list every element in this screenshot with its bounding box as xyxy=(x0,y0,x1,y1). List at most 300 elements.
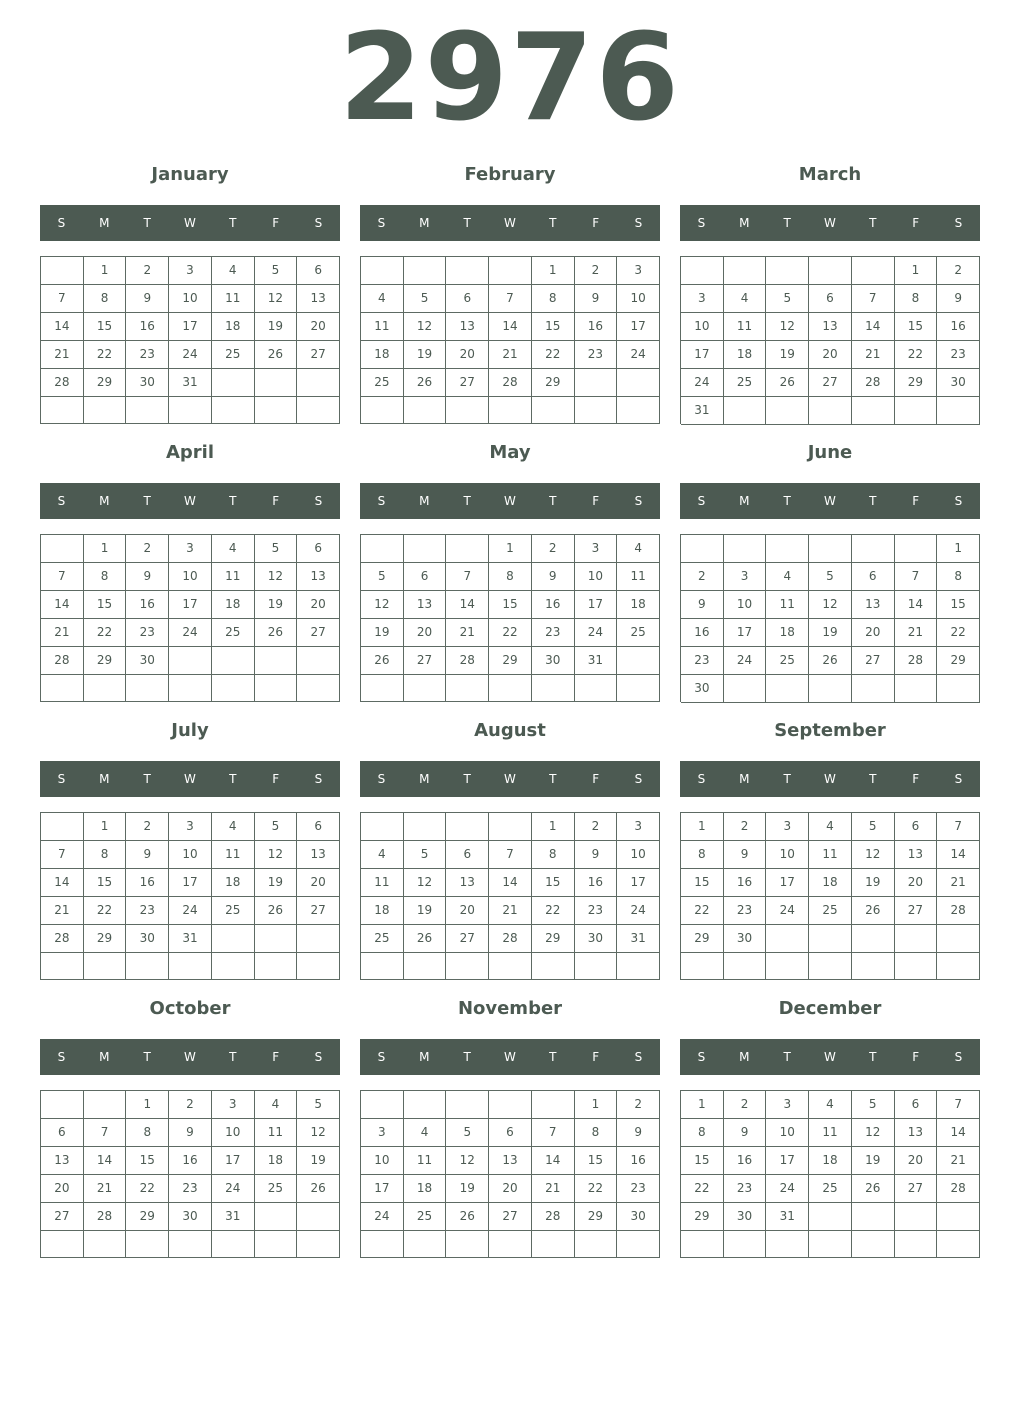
day-cell: 5 xyxy=(766,285,809,313)
empty-cell xyxy=(895,925,938,953)
day-cell: 30 xyxy=(681,675,724,703)
weekday-label: S xyxy=(377,216,386,230)
day-cell: 2 xyxy=(126,257,169,285)
day-cell: 12 xyxy=(404,313,447,341)
day-cell: 25 xyxy=(617,619,660,647)
weekday-label: W xyxy=(824,216,836,230)
day-cell: 26 xyxy=(446,1203,489,1231)
day-cell: 1 xyxy=(937,535,980,563)
day-cell: 4 xyxy=(617,535,660,563)
empty-cell xyxy=(361,257,404,285)
weekday-label: T xyxy=(783,494,791,508)
empty-cell xyxy=(489,675,532,702)
empty-cell xyxy=(297,369,340,397)
day-cell: 3 xyxy=(169,813,212,841)
empty-cell xyxy=(489,813,532,841)
weekday-label: W xyxy=(184,772,196,786)
day-cell: 21 xyxy=(489,897,532,925)
day-cell: 6 xyxy=(297,813,340,841)
day-cell: 13 xyxy=(489,1147,532,1175)
weekday-label: T xyxy=(549,216,557,230)
empty-cell xyxy=(724,535,767,563)
day-cell: 24 xyxy=(766,1175,809,1203)
weekday-header xyxy=(360,483,660,519)
day-cell: 30 xyxy=(724,1203,767,1231)
day-cell: 10 xyxy=(361,1147,404,1175)
day-cell: 24 xyxy=(361,1203,404,1231)
day-cell: 20 xyxy=(895,1147,938,1175)
weekday-label: S xyxy=(634,216,643,230)
weekday-label: S xyxy=(314,1050,323,1064)
day-grid xyxy=(40,256,340,424)
day-cell: 17 xyxy=(766,869,809,897)
weekday-label: W xyxy=(184,1050,196,1064)
day-cell: 14 xyxy=(532,1147,575,1175)
empty-cell xyxy=(404,535,447,563)
day-cell: 13 xyxy=(446,313,489,341)
day-cell: 7 xyxy=(41,285,84,313)
day-cell: 23 xyxy=(937,341,980,369)
day-cell: 21 xyxy=(895,619,938,647)
day-cell: 27 xyxy=(895,1175,938,1203)
month-name: August xyxy=(474,720,546,741)
day-cell: 12 xyxy=(361,591,404,619)
empty-cell xyxy=(724,397,767,425)
day-cell: 26 xyxy=(404,925,447,953)
day-cell: 27 xyxy=(297,619,340,647)
day-cell: 14 xyxy=(41,313,84,341)
weekday-label: S xyxy=(57,1050,66,1064)
day-cell: 20 xyxy=(446,341,489,369)
day-cell: 19 xyxy=(297,1147,340,1175)
day-cell: 30 xyxy=(169,1203,212,1231)
day-cell: 29 xyxy=(84,925,127,953)
day-cell: 12 xyxy=(852,841,895,869)
empty-cell xyxy=(255,1231,298,1258)
weekday-label: W xyxy=(504,216,516,230)
empty-cell xyxy=(255,675,298,702)
day-cell: 19 xyxy=(852,869,895,897)
day-cell: 28 xyxy=(41,647,84,675)
day-cell: 16 xyxy=(126,591,169,619)
weekday-label: W xyxy=(184,216,196,230)
day-cell: 8 xyxy=(895,285,938,313)
day-cell: 8 xyxy=(126,1119,169,1147)
empty-cell xyxy=(255,397,298,424)
day-cell: 1 xyxy=(84,813,127,841)
day-cell: 4 xyxy=(212,535,255,563)
day-cell: 10 xyxy=(766,1119,809,1147)
year-title: 2976 xyxy=(339,9,681,148)
day-cell: 16 xyxy=(617,1147,660,1175)
empty-cell xyxy=(937,1231,980,1258)
day-cell: 27 xyxy=(297,897,340,925)
empty-cell xyxy=(297,925,340,953)
weekday-label: F xyxy=(592,494,600,508)
day-cell: 27 xyxy=(297,341,340,369)
day-cell: 31 xyxy=(212,1203,255,1231)
empty-cell xyxy=(446,535,489,563)
day-cell: 9 xyxy=(532,563,575,591)
day-cell: 21 xyxy=(41,897,84,925)
weekday-label: S xyxy=(697,1050,706,1064)
day-cell: 25 xyxy=(766,647,809,675)
empty-cell xyxy=(41,397,84,424)
empty-cell xyxy=(297,675,340,702)
empty-cell xyxy=(297,1203,340,1231)
day-cell: 24 xyxy=(724,647,767,675)
day-cell: 19 xyxy=(766,341,809,369)
day-cell: 4 xyxy=(724,285,767,313)
weekday-label: F xyxy=(272,216,280,230)
weekday-label: S xyxy=(954,216,963,230)
day-cell: 29 xyxy=(681,925,724,953)
weekday-label: T xyxy=(143,772,151,786)
day-cell: 23 xyxy=(575,897,618,925)
day-cell: 22 xyxy=(126,1175,169,1203)
weekday-label: S xyxy=(697,216,706,230)
empty-cell xyxy=(575,675,618,702)
day-cell: 29 xyxy=(84,647,127,675)
day-cell: 30 xyxy=(937,369,980,397)
weekday-label: M xyxy=(739,1050,750,1064)
day-cell: 26 xyxy=(255,897,298,925)
day-cell: 18 xyxy=(617,591,660,619)
weekday-header xyxy=(680,205,980,241)
day-cell: 27 xyxy=(852,647,895,675)
empty-cell xyxy=(404,1231,447,1258)
weekday-label: S xyxy=(954,772,963,786)
day-cell: 7 xyxy=(489,285,532,313)
empty-cell xyxy=(41,257,84,285)
day-cell: 20 xyxy=(489,1175,532,1203)
weekday-header xyxy=(40,483,340,519)
day-cell: 29 xyxy=(895,369,938,397)
day-cell: 11 xyxy=(255,1119,298,1147)
day-cell: 23 xyxy=(681,647,724,675)
empty-cell xyxy=(937,675,980,703)
empty-cell xyxy=(532,953,575,980)
day-cell: 6 xyxy=(489,1119,532,1147)
day-cell: 29 xyxy=(937,647,980,675)
weekday-label: W xyxy=(824,772,836,786)
day-cell: 26 xyxy=(404,369,447,397)
empty-cell xyxy=(446,1231,489,1258)
empty-cell xyxy=(766,535,809,563)
day-cell: 18 xyxy=(212,313,255,341)
day-cell: 18 xyxy=(404,1175,447,1203)
empty-cell xyxy=(169,1231,212,1258)
day-cell: 4 xyxy=(809,813,852,841)
day-cell: 16 xyxy=(126,313,169,341)
day-cell: 11 xyxy=(212,841,255,869)
day-cell: 12 xyxy=(809,591,852,619)
day-cell: 26 xyxy=(297,1175,340,1203)
day-cell: 15 xyxy=(84,313,127,341)
empty-cell xyxy=(297,1231,340,1258)
day-cell: 28 xyxy=(41,925,84,953)
empty-cell xyxy=(212,397,255,424)
day-cell: 2 xyxy=(532,535,575,563)
day-cell: 28 xyxy=(937,1175,980,1203)
day-cell: 25 xyxy=(809,1175,852,1203)
day-cell: 26 xyxy=(852,897,895,925)
day-cell: 17 xyxy=(169,591,212,619)
day-cell: 7 xyxy=(84,1119,127,1147)
weekday-label: S xyxy=(57,216,66,230)
day-cell: 22 xyxy=(489,619,532,647)
day-cell: 14 xyxy=(937,1119,980,1147)
day-grid xyxy=(360,812,660,980)
day-cell: 20 xyxy=(895,869,938,897)
day-cell: 28 xyxy=(937,897,980,925)
day-cell: 24 xyxy=(169,897,212,925)
empty-cell xyxy=(809,925,852,953)
day-cell: 4 xyxy=(212,257,255,285)
weekday-label: W xyxy=(504,494,516,508)
weekday-label: T xyxy=(463,494,471,508)
empty-cell xyxy=(169,953,212,980)
empty-cell xyxy=(575,1231,618,1258)
day-cell: 26 xyxy=(852,1175,895,1203)
empty-cell xyxy=(489,953,532,980)
day-cell: 4 xyxy=(361,285,404,313)
weekday-label: M xyxy=(739,494,750,508)
day-cell: 9 xyxy=(126,563,169,591)
empty-cell xyxy=(766,257,809,285)
day-cell: 15 xyxy=(575,1147,618,1175)
day-cell: 14 xyxy=(41,869,84,897)
weekday-label: F xyxy=(592,1050,600,1064)
weekday-label: T xyxy=(463,1050,471,1064)
empty-cell xyxy=(532,675,575,702)
day-cell: 11 xyxy=(404,1147,447,1175)
weekday-label: T xyxy=(549,1050,557,1064)
weekday-label: F xyxy=(912,216,920,230)
day-cell: 27 xyxy=(446,369,489,397)
day-cell: 2 xyxy=(126,535,169,563)
day-cell: 17 xyxy=(617,869,660,897)
empty-cell xyxy=(41,675,84,702)
day-cell: 28 xyxy=(852,369,895,397)
day-cell: 4 xyxy=(809,1091,852,1119)
weekday-header xyxy=(680,1039,980,1075)
empty-cell xyxy=(809,953,852,980)
day-cell: 22 xyxy=(532,341,575,369)
empty-cell xyxy=(361,675,404,702)
day-cell: 17 xyxy=(169,869,212,897)
day-cell: 7 xyxy=(532,1119,575,1147)
empty-cell xyxy=(126,953,169,980)
empty-cell xyxy=(766,925,809,953)
day-cell: 23 xyxy=(724,1175,767,1203)
empty-cell xyxy=(681,535,724,563)
day-cell: 24 xyxy=(766,897,809,925)
weekday-label: T xyxy=(143,1050,151,1064)
day-cell: 10 xyxy=(681,313,724,341)
empty-cell xyxy=(41,1091,84,1119)
day-cell: 25 xyxy=(212,619,255,647)
weekday-label: S xyxy=(314,216,323,230)
weekday-label: S xyxy=(377,494,386,508)
day-cell: 7 xyxy=(937,813,980,841)
day-cell: 15 xyxy=(532,869,575,897)
day-cell: 24 xyxy=(575,619,618,647)
empty-cell xyxy=(84,1231,127,1258)
day-cell: 30 xyxy=(575,925,618,953)
day-cell: 21 xyxy=(852,341,895,369)
day-cell: 13 xyxy=(404,591,447,619)
weekday-label: S xyxy=(314,772,323,786)
day-cell: 24 xyxy=(617,341,660,369)
day-cell: 25 xyxy=(404,1203,447,1231)
day-cell: 30 xyxy=(617,1203,660,1231)
day-cell: 12 xyxy=(297,1119,340,1147)
day-cell: 13 xyxy=(809,313,852,341)
day-cell: 19 xyxy=(404,897,447,925)
day-cell: 3 xyxy=(212,1091,255,1119)
day-grid xyxy=(680,812,980,980)
empty-cell xyxy=(446,675,489,702)
month-name: May xyxy=(489,442,531,463)
day-cell: 5 xyxy=(852,1091,895,1119)
day-cell: 26 xyxy=(255,619,298,647)
day-cell: 14 xyxy=(446,591,489,619)
empty-cell xyxy=(852,397,895,425)
day-cell: 31 xyxy=(766,1203,809,1231)
day-cell: 19 xyxy=(255,869,298,897)
day-cell: 17 xyxy=(212,1147,255,1175)
day-cell: 10 xyxy=(212,1119,255,1147)
empty-cell xyxy=(489,257,532,285)
day-cell: 18 xyxy=(724,341,767,369)
day-cell: 25 xyxy=(809,897,852,925)
day-cell: 20 xyxy=(297,869,340,897)
empty-cell xyxy=(681,257,724,285)
day-cell: 25 xyxy=(212,897,255,925)
day-cell: 12 xyxy=(255,563,298,591)
empty-cell xyxy=(895,535,938,563)
weekday-header xyxy=(40,205,340,241)
day-cell: 5 xyxy=(809,563,852,591)
day-cell: 9 xyxy=(617,1119,660,1147)
day-grid xyxy=(40,812,340,980)
day-cell: 2 xyxy=(126,813,169,841)
day-cell: 20 xyxy=(809,341,852,369)
day-cell: 9 xyxy=(126,285,169,313)
day-cell: 15 xyxy=(126,1147,169,1175)
day-cell: 28 xyxy=(489,925,532,953)
empty-cell xyxy=(895,397,938,425)
empty-cell xyxy=(489,397,532,424)
weekday-label: T xyxy=(869,494,877,508)
day-cell: 24 xyxy=(212,1175,255,1203)
weekday-label: T xyxy=(229,772,237,786)
weekday-label: F xyxy=(912,494,920,508)
empty-cell xyxy=(766,1231,809,1258)
empty-cell xyxy=(41,953,84,980)
month-name: April xyxy=(165,442,215,463)
day-cell: 31 xyxy=(681,397,724,425)
day-cell: 11 xyxy=(361,313,404,341)
day-cell: 18 xyxy=(212,591,255,619)
empty-cell xyxy=(84,675,127,702)
day-cell: 9 xyxy=(681,591,724,619)
empty-cell xyxy=(852,675,895,703)
empty-cell xyxy=(404,675,447,702)
day-cell: 24 xyxy=(617,897,660,925)
day-cell: 13 xyxy=(297,285,340,313)
weekday-label: T xyxy=(549,494,557,508)
day-cell: 12 xyxy=(255,841,298,869)
weekday-label: S xyxy=(57,772,66,786)
day-cell: 30 xyxy=(126,925,169,953)
day-cell: 7 xyxy=(895,563,938,591)
empty-cell xyxy=(446,257,489,285)
weekday-label: F xyxy=(592,216,600,230)
empty-cell xyxy=(575,369,618,397)
day-grid xyxy=(680,256,980,424)
empty-cell xyxy=(937,1203,980,1231)
day-cell: 15 xyxy=(937,591,980,619)
day-cell: 4 xyxy=(361,841,404,869)
day-cell: 15 xyxy=(84,869,127,897)
day-cell: 26 xyxy=(361,647,404,675)
day-cell: 26 xyxy=(255,341,298,369)
day-grid xyxy=(360,1090,660,1258)
day-cell: 30 xyxy=(532,647,575,675)
empty-cell xyxy=(84,1091,127,1119)
day-cell: 25 xyxy=(255,1175,298,1203)
day-cell: 16 xyxy=(126,869,169,897)
empty-cell xyxy=(852,535,895,563)
day-cell: 11 xyxy=(766,591,809,619)
weekday-label: S xyxy=(634,494,643,508)
day-cell: 23 xyxy=(126,619,169,647)
weekday-label: T xyxy=(869,772,877,786)
day-cell: 10 xyxy=(617,285,660,313)
weekday-label: M xyxy=(99,494,110,508)
empty-cell xyxy=(255,647,298,675)
day-cell: 27 xyxy=(809,369,852,397)
month-name: September xyxy=(774,720,886,741)
day-cell: 23 xyxy=(169,1175,212,1203)
empty-cell xyxy=(809,675,852,703)
day-cell: 16 xyxy=(937,313,980,341)
day-cell: 5 xyxy=(361,563,404,591)
empty-cell xyxy=(532,397,575,424)
day-cell: 8 xyxy=(489,563,532,591)
day-cell: 21 xyxy=(41,619,84,647)
day-cell: 6 xyxy=(446,841,489,869)
day-cell: 10 xyxy=(169,841,212,869)
empty-cell xyxy=(489,1091,532,1119)
empty-cell xyxy=(297,647,340,675)
weekday-header xyxy=(360,1039,660,1075)
weekday-label: T xyxy=(143,494,151,508)
empty-cell xyxy=(617,1231,660,1258)
empty-cell xyxy=(937,953,980,980)
day-cell: 7 xyxy=(937,1091,980,1119)
day-cell: 28 xyxy=(489,369,532,397)
empty-cell xyxy=(212,1231,255,1258)
empty-cell xyxy=(575,397,618,424)
day-cell: 7 xyxy=(41,841,84,869)
day-cell: 29 xyxy=(532,369,575,397)
day-cell: 2 xyxy=(724,813,767,841)
day-cell: 29 xyxy=(84,369,127,397)
weekday-label: T xyxy=(463,216,471,230)
